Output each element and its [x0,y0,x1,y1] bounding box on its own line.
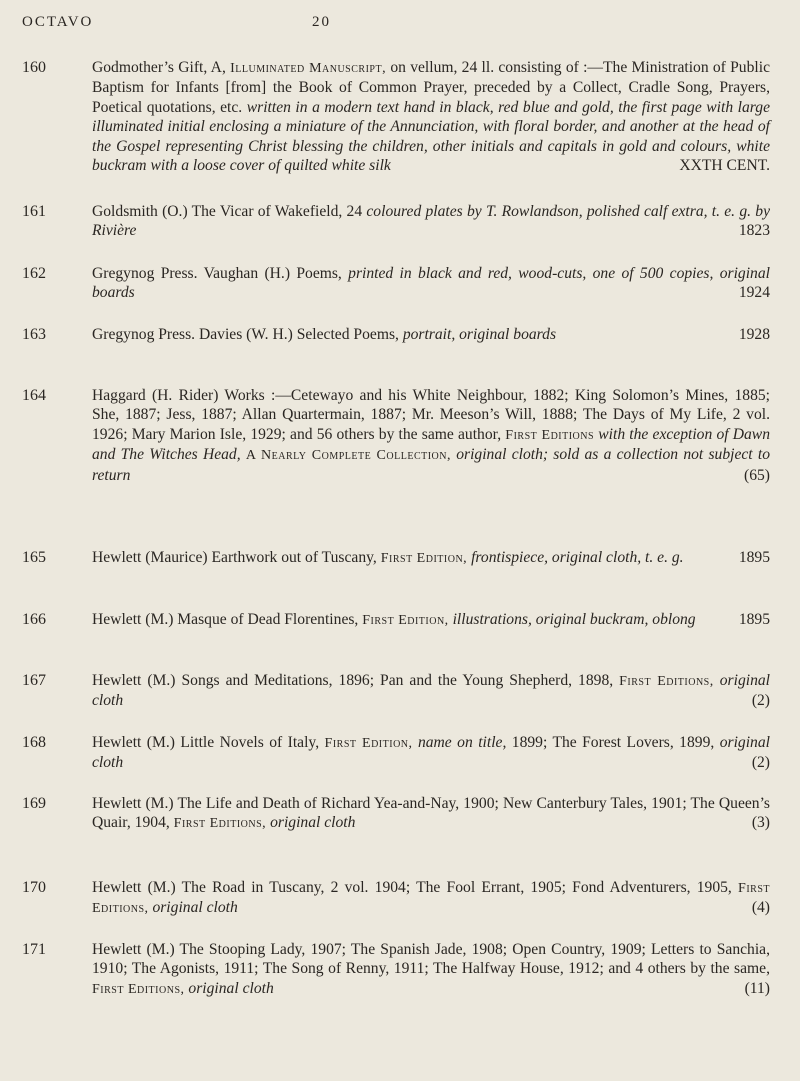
lot-text: Godmother’s Gift, A, [92,59,231,76]
lot-text: coloured plates by T. Rowlandson, polished calf extra, t. e. g. by Rivière [92,203,770,240]
lot-text: original cloth; sold as a collection not subject to return [92,446,770,484]
lot-date: (65) [744,466,770,484]
lot-entry [22,878,770,919]
lot-text: original cloth [184,979,274,997]
lot-description [92,671,770,711]
lot-text: Hewlett (M.) The Road in Tuscany, 2 vol. 1904; The Fool Errant, 1905; Fond Adventurers, 1905, [92,879,739,896]
lot-entry [22,671,770,711]
lot-description [92,264,770,303]
lot-entry [22,940,770,999]
lot-number: 171 [22,941,46,958]
lot-text: First Editions, [92,981,185,997]
lot-entry [22,264,770,303]
lot-number: 170 [22,879,46,896]
lot-entry [22,202,770,241]
lot-text: Hewlett (M.) Little Novels of Italy, [92,734,325,751]
lot-description [92,794,770,834]
lot-description [92,548,770,568]
lot-text: Haggard (H. Rider) Works :—Cetewayo and his White Neighbour, 1882; King Solomon’s Mines, 1885; She, 1887; Jess, 1887; Allan Quartermain, 1887; Mr. Meeson’s Will, 1888; The Days of My Life, 2 vol. 1926; Mary Marion Isle, 1929; and 56 others by the same author, [92,387,770,443]
lot-date: (11) [744,979,770,997]
lot-date: (2) [751,754,770,772]
lot-number: 169 [22,795,46,812]
lot-text: A Nearly Complete Collection, [245,448,451,464]
lot-text: First Edition, [380,551,468,566]
lot-date: 1924 [738,284,770,302]
lot-text: First Editions, [619,674,714,689]
lot-text: Hewlett (M.) The Life and Death of Richard Yea-and-Nay, 1900; New Canterbury Tales, 1901; The Queen’s Quair, 1904, [92,795,770,832]
lot-text: original cloth [92,734,770,772]
lot-date: 1928 [738,326,770,343]
lot-date: 1895 [738,549,770,566]
lot-description [92,610,770,630]
lot-text: frontispiece, original cloth, t. e. g. [467,549,684,566]
lot-text: Hewlett (M.) Songs and Meditations, 1896; Pan and the Young Shepherd, 1898, [92,672,620,689]
lot-date: 1895 [738,611,770,628]
lot-number: 167 [22,672,46,689]
lot-entry [22,325,770,344]
lot-text: portrait, original boards [402,326,557,343]
lot-description [92,325,770,344]
lot-text: First Editions, [92,881,770,917]
lot-text: original cloth [266,814,356,832]
lot-description [92,58,770,175]
lot-text: Illuminated Manuscript, [230,61,387,76]
lot-date: (3) [751,814,770,832]
lot-number: 161 [22,203,46,220]
lot-number: 163 [22,326,46,343]
lot-text: illustrations, original buckram, oblong [448,611,696,628]
lot-entry [22,548,770,568]
lot-date: (2) [751,692,770,710]
section-title: OCTAVO [22,14,94,30]
lot-text: Hewlett (M.) The Stooping Lady, 1907; The Spanish Jade, 1908; Open Country, 1909; Letters to Sanchia, 1910; The Agonists, 1911; The Song of Renny, 1911; The Halfway House, 1912; and 4 others by the same, [92,941,770,978]
lot-date: (4) [751,899,770,917]
lot-text: printed in black and red, wood-cuts, one of 500 copies, original boards [92,265,770,302]
lot-text: 1899; The Forest Lovers, 1899, [506,734,720,751]
lot-description [92,202,770,241]
lot-text: name on title, [412,734,507,751]
lot-text: First Edition, [324,736,413,751]
lot-number: 166 [22,611,46,628]
lot-description [92,733,770,773]
lot-entry [22,733,770,773]
lot-number: 164 [22,387,46,404]
lot-text: Goldsmith (O.) The Vicar of Wakefield, 24 [92,203,367,220]
lot-text: original cloth [92,672,770,710]
lot-text: written in a modern text hand in black, red blue and gold, the first page with large illuminated initial enclosing a miniature of the Annunciation, with floral border, and another at the head of the Gospel representing Christ blessing the children, other initials and capitals in gold and colours, white buckram with a loose cover of quilted white silk [92,98,770,175]
lot-description [92,878,770,919]
lot-number: 168 [22,734,46,751]
lot-description [92,386,770,485]
lot-text: First Editions [505,427,595,443]
lot-number: 160 [22,59,46,76]
lot-text: Hewlett (Maurice) Earthwork out of Tuscany, [92,549,381,566]
lot-number: 162 [22,265,46,282]
lot-text: with the exception of Dawn and The Witches Head, [92,425,771,464]
lot-text: on vellum, 24 ll. consisting of :—The Ministration of Public Baptism for Infants [from] the Book of Common Prayer, preceded by a Collect, Cradle Song, Prayers, Poetical quotations, etc. [92,59,770,116]
lot-text: Gregynog Press. Vaughan (H.) Poems, [92,265,349,282]
lot-date: XXTH CENT. [679,157,770,175]
page-header [22,14,770,34]
lot-entry [22,794,770,834]
lot-entry [22,610,770,630]
lot-text: Gregynog Press. Davies (W. H.) Selected Poems, [92,326,403,343]
lot-description [92,940,770,999]
page-number: 20 [312,14,331,30]
lot-entry [22,58,770,175]
lot-text: original cloth [148,899,238,917]
lot-text: First Edition, [362,613,449,628]
lot-text: First Editions, [173,816,267,832]
lot-text: Hewlett (M.) Masque of Dead Florentines, [92,611,363,628]
lot-date: 1823 [738,222,770,240]
lot-entry [22,386,770,485]
lot-number: 165 [22,549,46,566]
